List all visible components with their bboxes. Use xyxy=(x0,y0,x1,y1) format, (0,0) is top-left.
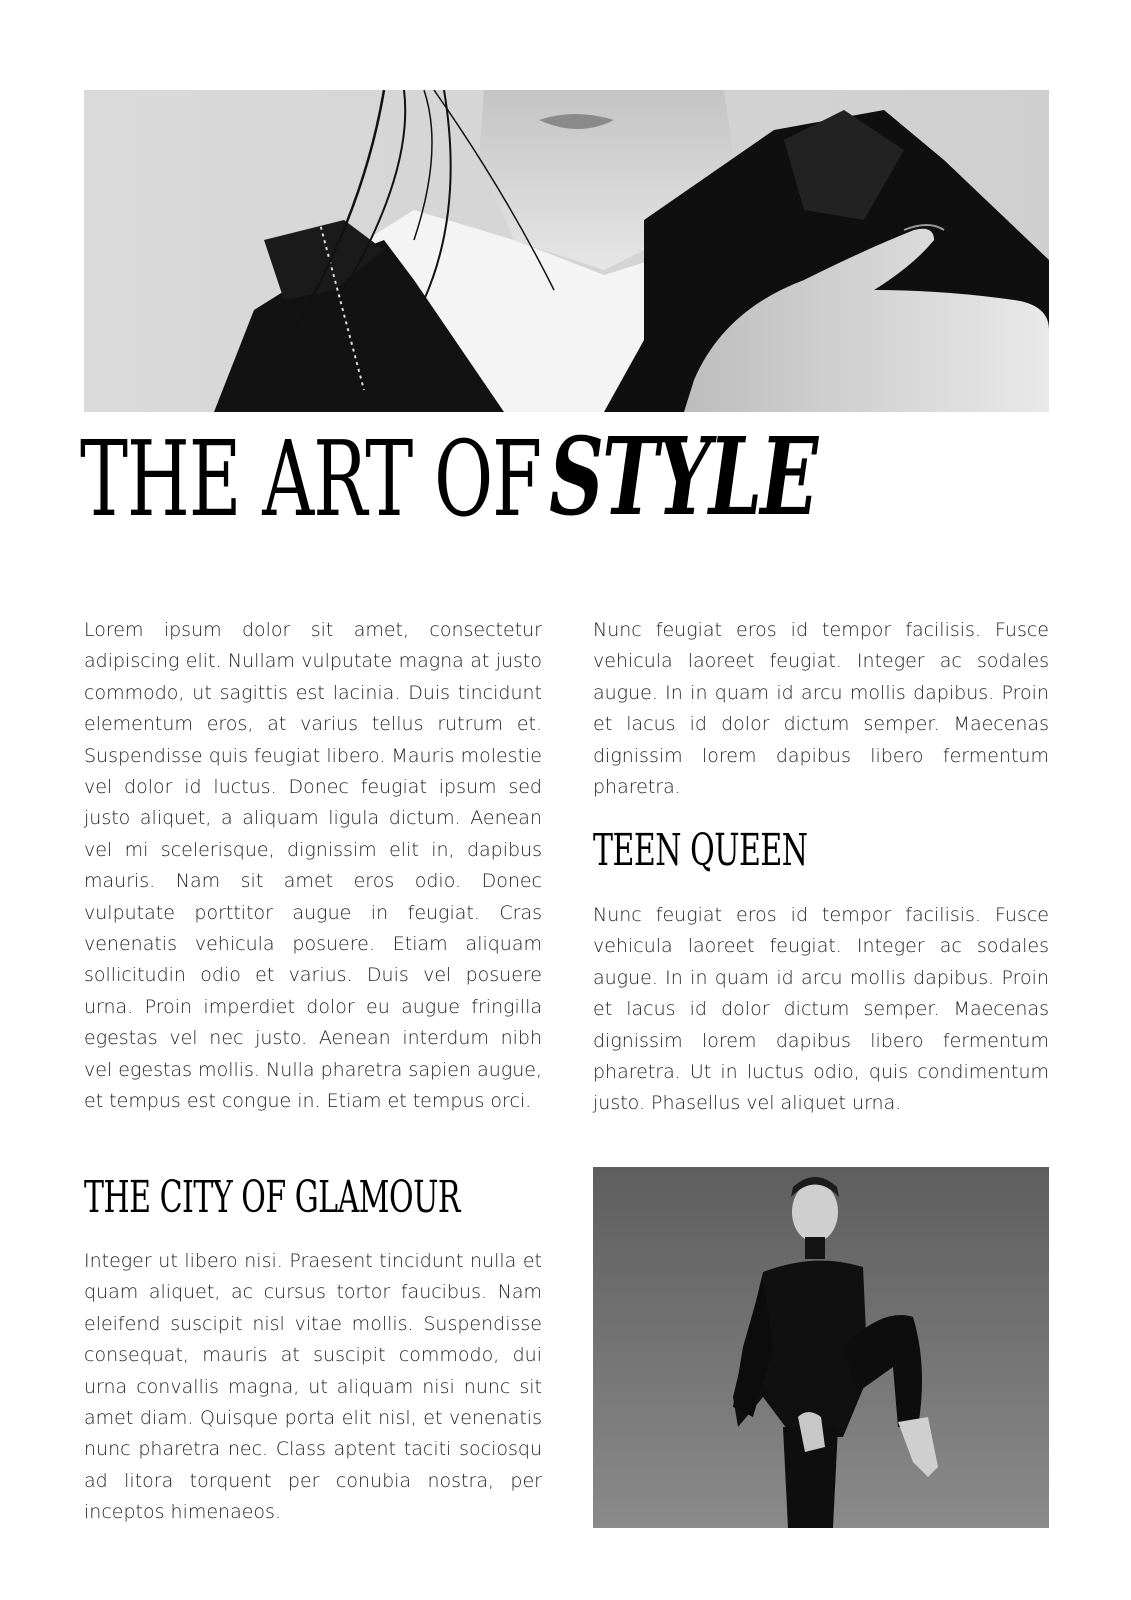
title-light: THE ART OF xyxy=(80,417,542,540)
page-title xyxy=(80,414,817,567)
fashion-photo xyxy=(593,1167,1049,1528)
hero-photo xyxy=(84,90,1049,412)
title-bold: STYLE xyxy=(549,414,817,540)
city-of-glamour-paragraph: Integer ut libero nisi. Praesent tincidunt nulla et quam aliquet, ac cursus tortor faucibus. Nam eleifend suscipit nisl vitae mollis. Suspendisse consequat, mauris at suscipit commodo, dui urna convallis magna, ut aliquam nisi nunc sit amet diam. Quisque porta elit nisl, et venenatis nunc pharetra nec. Class aptent taciti sociosqu ad litora torquent per conubia nostra, per inceptos himenaeos. xyxy=(84,1250,542,1524)
teen-queen-heading: TEEN QUEEN xyxy=(593,825,808,877)
right-paragraph-1: Nunc feugiat eros id tempor facilisis. Fusce vehicula laoreet feugiat. Integer ac sodales augue. In in quam id arcu mollis dapibus. Proin et lacus id dolor dictum semper. Maecenas dignissim lorem dapibus libero fermentum pharetra. xyxy=(593,619,1049,799)
city-of-glamour-heading: THE CITY OF GLAMOUR xyxy=(84,1172,460,1224)
teen-queen-paragraph: Nunc feugiat eros id tempor facilisis. Fusce vehicula laoreet feugiat. Integer ac sodales augue. In in quam id arcu mollis dapibus. Proin et lacus id dolor dictum semper. Maecenas dignissim lorem dapibus libero fermentum pharetra. Ut in luctus odio, quis condimentum justo. Phasellus vel aliquet urna. xyxy=(593,904,1049,1115)
intro-paragraph: Lorem ipsum dolor sit amet, consectetur adipiscing elit. Nullam vulputate magna at justo commodo, ut sagittis est lacinia. Duis tincidunt elementum eros, at varius tellus rutrum et. Suspendisse quis feugiat libero. Mauris molestie vel dolor id luctus. Donec feugiat ipsum sed justo aliquet, a aliquam ligula dictum. Aenean vel mi scelerisque, dignissim elit in, dapibus mauris. Nam sit amet eros odio. Donec vulputate porttitor augue in feugiat. Cras venenatis vehicula posuere. Etiam aliquam sollicitudin odio et varius. Duis vel posuere urna. Proin imperdiet dolor eu augue fringilla egestas vel nec justo. Aenean interdum nibh vel egestas mollis. Nulla pharetra sapien augue, et tempus est congue in. Etiam et tempus orci. xyxy=(84,619,542,1113)
